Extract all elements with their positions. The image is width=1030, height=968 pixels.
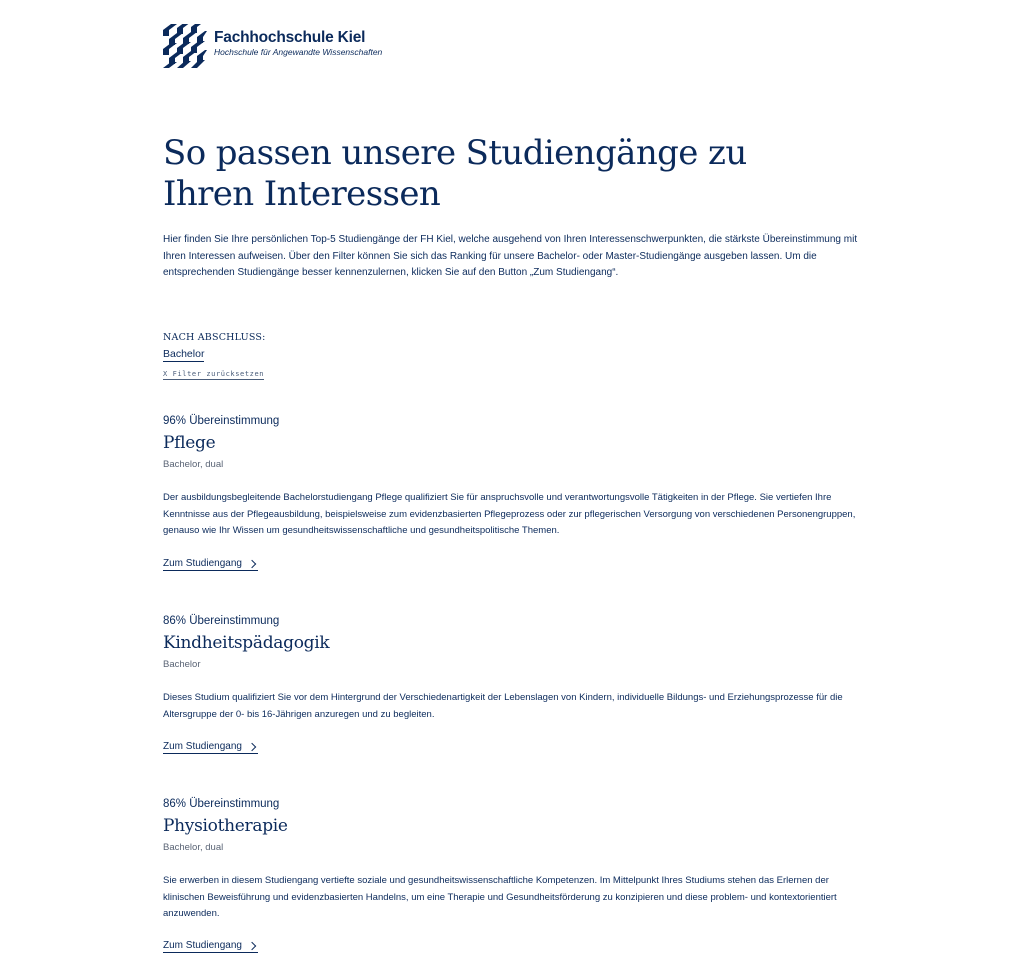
logo-name: Fachhochschule Kiel xyxy=(214,29,366,46)
program-card xyxy=(163,797,863,923)
zum-studiengang-button[interactable] xyxy=(163,740,258,754)
page-title: So passen unsere Studiengänge zu Ihren Interessen xyxy=(163,133,747,214)
chevron-right-icon xyxy=(248,941,256,949)
program-description: Dieses Studium qualifiziert Sie vor dem Hintergrund der Verschiedenartigkeit der Lebenslagen von Kindern, individuelle Bildungs- und Erziehungsprozesse für die Altersgruppe der 0- bis 16-Jährigen anzuregen und zu begleiten. xyxy=(163,692,843,720)
filter-label: NACH ABSCHLUSS: xyxy=(163,332,266,343)
program-title: Kindheitspädagogik xyxy=(163,633,330,653)
program-link-row xyxy=(163,933,258,953)
site-logo[interactable] xyxy=(163,24,382,68)
program-card xyxy=(163,414,863,540)
zum-studiengang-label: Zum Studiengang xyxy=(163,558,242,569)
zum-studiengang-button[interactable] xyxy=(163,939,258,953)
chevron-right-icon xyxy=(248,559,256,567)
program-link-row xyxy=(163,734,258,754)
program-card xyxy=(163,614,863,723)
filter-reset-link[interactable]: X Filter zurücksetzen xyxy=(163,370,265,378)
program-degree: Bachelor, dual xyxy=(163,842,224,853)
intro-text: Hier finden Sie Ihre persönlichen Top-5 Studiengänge der FH Kiel, welche ausgehend von Ihren Interessenschwerpunkten, die stärkste Übereinstimmung mit Ihren Interessen aufweisen. Über den Filter können Sie sich das Ranking für unsere Bachelor- oder Master-Studiengänge ausgeben lassen. Um die entsprechenden Studiengänge besser kennenzulernen, klicken Sie auf den Button „Zum Studiengang“. xyxy=(163,234,858,278)
program-description: Sie erwerben in diesem Studiengang vertiefte soziale und gesundheitswissenschaftliche Kompetenzen. Im Mittelpunkt Ihres Studiums stehen das Erlernen der klinischen Beweisführung und evidenzbasierten Handelns, um eine Therapie und Gesundheitsförderung zu konzipieren und diese problem- und kontextorientiert anzuwenden. xyxy=(163,875,837,919)
zum-studiengang-button[interactable] xyxy=(163,557,258,571)
program-degree: Bachelor, dual xyxy=(163,459,224,470)
match-percentage: 96% Übereinstimmung xyxy=(163,415,280,427)
match-percentage: 86% Übereinstimmung xyxy=(163,615,280,627)
logo-subtitle: Hochschule für Angewandte Wissenschaften xyxy=(214,47,383,57)
match-percentage: 86% Übereinstimmung xyxy=(163,798,280,810)
program-description: Der ausbildungsbegleitende Bachelorstudiengang Pflege qualifiziert Sie für anspruchsvolle und verantwortungsvolle Tätigkeiten in der Pflege. Sie vertiefen Ihre Kenntnisse aus der Pflegeausbildung, beispielsweise zum evidenzbasierten Pflegeprozess oder zur pflegerischen Versorgung von verschiedenen Personengruppen, genauso wie Ihr Wissen um gesundheitswissenschaftliche und gesundheitspolitische Themen. xyxy=(163,492,856,536)
filter-bachelor-link[interactable]: Bachelor xyxy=(163,348,205,360)
zum-studiengang-label: Zum Studiengang xyxy=(163,741,242,752)
fh-kiel-logo-icon xyxy=(163,24,207,68)
program-link-row xyxy=(163,551,258,571)
chevron-right-icon xyxy=(248,742,256,750)
zum-studiengang-label: Zum Studiengang xyxy=(163,940,242,951)
program-title: Physiotherapie xyxy=(163,816,288,836)
program-title: Pflege xyxy=(163,433,216,453)
program-degree: Bachelor xyxy=(163,659,201,670)
logo-text xyxy=(214,29,382,58)
